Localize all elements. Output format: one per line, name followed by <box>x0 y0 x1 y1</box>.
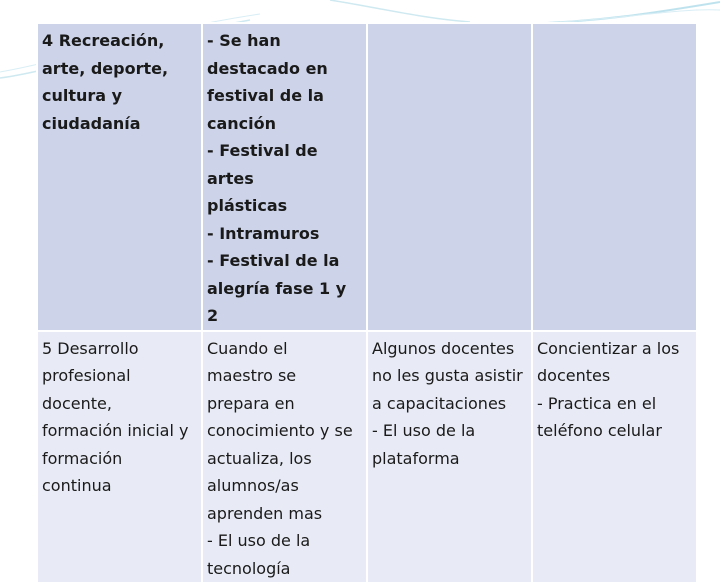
table-row <box>37 23 697 331</box>
table-row <box>37 331 697 584</box>
content-table <box>36 22 698 584</box>
table-cell-difficulties <box>367 23 532 331</box>
table-cell-actions: Concientizar a los docentes - Practica en el teléfono celular <box>532 331 697 584</box>
table-cell-category: 4 Recreación, arte, deporte, cultura y ciudadanía <box>37 23 202 331</box>
table-cell-category: 5 Desarrollo profesional docente, formación inicial y formación continua <box>37 331 202 584</box>
table-cell-actions <box>532 23 697 331</box>
table-cell-achievements: - Se han destacado en festival de la canción - Festival de artes plásticas - Intramuros - Festival de la alegría fase 1 y 2 <box>202 23 367 331</box>
table-cell-difficulties: Algunos docentes no les gusta asistir a capacitaciones - El uso de la plataforma <box>367 331 532 584</box>
content-table-wrapper <box>36 22 686 578</box>
table-cell-achievements: Cuando el maestro se prepara en conocimiento y se actualiza, los alumnos/as aprenden mas - El uso de la tecnología <box>202 331 367 584</box>
